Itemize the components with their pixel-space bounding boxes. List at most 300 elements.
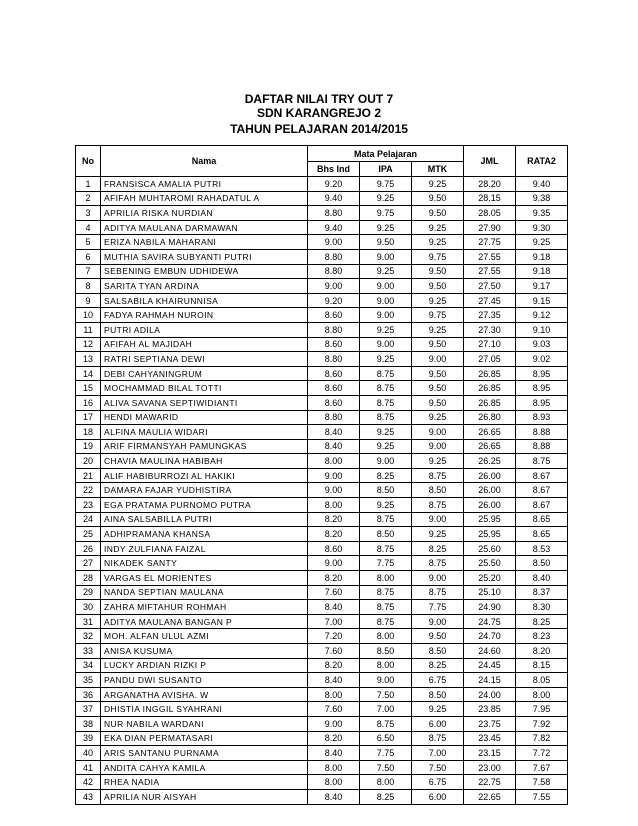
cell-rata2: 8.53 xyxy=(516,541,568,556)
cell-ipa: 8.75 xyxy=(360,512,412,527)
cell-no: 11 xyxy=(76,322,101,337)
cell-rata2: 9.02 xyxy=(516,352,568,367)
cell-nama: RHEA NADIA xyxy=(101,775,308,790)
cell-ipa: 9.00 xyxy=(360,673,412,688)
cell-mtk: 9.50 xyxy=(412,206,464,221)
cell-jml: 26.85 xyxy=(464,366,516,381)
table-row xyxy=(76,220,568,235)
cell-ipa: 8.00 xyxy=(360,775,412,790)
cell-no: 37 xyxy=(76,702,101,717)
cell-no: 12 xyxy=(76,337,101,352)
cell-nama: CHAVIA MAULINA HABIBAH xyxy=(101,454,308,469)
cell-jml: 24.00 xyxy=(464,687,516,702)
cell-rata2: 9.12 xyxy=(516,308,568,323)
cell-bhs-ind: 9.00 xyxy=(308,235,360,250)
table-row xyxy=(76,439,568,454)
cell-jml: 27.55 xyxy=(464,249,516,264)
cell-nama: MOH. ALFAN ULUL AZMI xyxy=(101,629,308,644)
cell-jml: 27.75 xyxy=(464,235,516,250)
cell-jml: 26.25 xyxy=(464,454,516,469)
cell-ipa: 6.50 xyxy=(360,731,412,746)
cell-nama: DAMARA FAJAR YUDHISTIRA xyxy=(101,483,308,498)
cell-no: 29 xyxy=(76,585,101,600)
cell-ipa: 9.25 xyxy=(360,352,412,367)
table-row xyxy=(76,206,568,221)
cell-mtk: 9.25 xyxy=(412,527,464,542)
cell-rata2: 8.67 xyxy=(516,498,568,513)
cell-rata2: 7.72 xyxy=(516,746,568,761)
cell-bhs-ind: 8.80 xyxy=(308,410,360,425)
cell-nama: INDY ZULFIANA FAIZAL xyxy=(101,541,308,556)
cell-jml: 27.30 xyxy=(464,322,516,337)
table-row xyxy=(76,468,568,483)
cell-no: 4 xyxy=(76,220,101,235)
cell-no: 32 xyxy=(76,629,101,644)
cell-no: 40 xyxy=(76,746,101,761)
cell-jml: 27.90 xyxy=(464,220,516,235)
cell-jml: 24.60 xyxy=(464,644,516,659)
cell-rata2: 8.65 xyxy=(516,527,568,542)
cell-mtk: 9.25 xyxy=(412,322,464,337)
cell-mtk: 6.75 xyxy=(412,673,464,688)
cell-rata2: 8.88 xyxy=(516,439,568,454)
cell-nama: HENDI MAWARID xyxy=(101,410,308,425)
cell-nama: ALIVA SAVANA SEPTIWIDIANTI xyxy=(101,395,308,410)
table-row xyxy=(76,571,568,586)
cell-rata2: 8.93 xyxy=(516,410,568,425)
cell-mtk: 9.00 xyxy=(412,425,464,440)
cell-bhs-ind: 8.60 xyxy=(308,366,360,381)
cell-jml: 23.85 xyxy=(464,702,516,717)
cell-mtk: 7.75 xyxy=(412,600,464,615)
table-row xyxy=(76,483,568,498)
cell-jml: 25.10 xyxy=(464,585,516,600)
cell-ipa: 9.25 xyxy=(360,425,412,440)
cell-no: 42 xyxy=(76,775,101,790)
cell-ipa: 9.00 xyxy=(360,308,412,323)
cell-ipa: 9.25 xyxy=(360,264,412,279)
cell-jml: 25.20 xyxy=(464,571,516,586)
cell-ipa: 9.00 xyxy=(360,293,412,308)
cell-rata2: 7.92 xyxy=(516,716,568,731)
col-header-no: No xyxy=(76,146,101,177)
table-row xyxy=(76,644,568,659)
table-row xyxy=(76,395,568,410)
cell-jml: 25.50 xyxy=(464,556,516,571)
cell-jml: 26.00 xyxy=(464,468,516,483)
table-row xyxy=(76,629,568,644)
cell-ipa: 8.75 xyxy=(360,395,412,410)
cell-nama: ADHIPRAMANA KHANSA xyxy=(101,527,308,542)
cell-rata2: 9.10 xyxy=(516,322,568,337)
cell-jml: 23.00 xyxy=(464,760,516,775)
table-row xyxy=(76,425,568,440)
cell-bhs-ind: 8.00 xyxy=(308,454,360,469)
cell-mtk: 6.00 xyxy=(412,789,464,804)
cell-ipa: 9.50 xyxy=(360,235,412,250)
cell-rata2: 9.17 xyxy=(516,279,568,294)
table-row xyxy=(76,760,568,775)
cell-ipa: 9.25 xyxy=(360,322,412,337)
cell-mtk: 9.00 xyxy=(412,439,464,454)
cell-jml: 27.55 xyxy=(464,264,516,279)
cell-no: 35 xyxy=(76,673,101,688)
cell-rata2: 8.05 xyxy=(516,673,568,688)
cell-nama: MUTHIA SAVIRA SUBYANTI PUTRI xyxy=(101,249,308,264)
table-row xyxy=(76,498,568,513)
cell-rata2: 8.95 xyxy=(516,381,568,396)
cell-bhs-ind: 8.40 xyxy=(308,439,360,454)
cell-no: 9 xyxy=(76,293,101,308)
table-row xyxy=(76,527,568,542)
cell-no: 18 xyxy=(76,425,101,440)
cell-mtk: 9.75 xyxy=(412,249,464,264)
cell-nama: ARIF FIRMANSYAH PAMUNGKAS xyxy=(101,439,308,454)
cell-no: 20 xyxy=(76,454,101,469)
cell-rata2: 9.38 xyxy=(516,191,568,206)
cell-nama: SALSABILA KHAIRUNNISA xyxy=(101,293,308,308)
cell-mtk: 6.00 xyxy=(412,716,464,731)
table-row xyxy=(76,454,568,469)
cell-mtk: 8.75 xyxy=(412,731,464,746)
cell-ipa: 9.00 xyxy=(360,249,412,264)
table-row xyxy=(76,600,568,615)
cell-jml: 27.50 xyxy=(464,279,516,294)
cell-mtk: 8.50 xyxy=(412,483,464,498)
cell-bhs-ind: 8.40 xyxy=(308,746,360,761)
cell-bhs-ind: 8.40 xyxy=(308,789,360,804)
cell-rata2: 8.15 xyxy=(516,658,568,673)
cell-nama: PUTRI ADILA xyxy=(101,322,308,337)
cell-ipa: 8.75 xyxy=(360,585,412,600)
cell-bhs-ind: 9.00 xyxy=(308,556,360,571)
cell-nama: EKA DIAN PERMATASARI xyxy=(101,731,308,746)
cell-mtk: 8.50 xyxy=(412,644,464,659)
cell-ipa: 9.00 xyxy=(360,454,412,469)
cell-nama: SARITA TYAN ARDINA xyxy=(101,279,308,294)
cell-jml: 26.00 xyxy=(464,498,516,513)
cell-rata2: 7.67 xyxy=(516,760,568,775)
table-row xyxy=(76,746,568,761)
cell-ipa: 9.00 xyxy=(360,337,412,352)
table-row xyxy=(76,235,568,250)
cell-nama: SEBENING EMBUN UDHIDEWA xyxy=(101,264,308,279)
cell-bhs-ind: 8.00 xyxy=(308,498,360,513)
table-row xyxy=(76,381,568,396)
cell-no: 2 xyxy=(76,191,101,206)
cell-jml: 28.15 xyxy=(464,191,516,206)
cell-jml: 27.35 xyxy=(464,308,516,323)
cell-no: 21 xyxy=(76,468,101,483)
cell-no: 34 xyxy=(76,658,101,673)
cell-jml: 25.95 xyxy=(464,527,516,542)
cell-jml: 24.45 xyxy=(464,658,516,673)
table-row xyxy=(76,322,568,337)
cell-mtk: 8.75 xyxy=(412,468,464,483)
cell-rata2: 8.95 xyxy=(516,395,568,410)
cell-rata2: 8.95 xyxy=(516,366,568,381)
school-name: SDN KARANGREJO 2 xyxy=(256,106,382,120)
table-row xyxy=(76,308,568,323)
cell-no: 14 xyxy=(76,366,101,381)
cell-no: 43 xyxy=(76,789,101,804)
table-row xyxy=(76,337,568,352)
cell-no: 31 xyxy=(76,614,101,629)
cell-rata2: 8.65 xyxy=(516,512,568,527)
cell-jml: 24.15 xyxy=(464,673,516,688)
cell-bhs-ind: 9.40 xyxy=(308,191,360,206)
cell-nama: NANDA SEPTIAN MAULANA xyxy=(101,585,308,600)
cell-ipa: 7.00 xyxy=(360,702,412,717)
cell-rata2: 8.25 xyxy=(516,614,568,629)
cell-jml: 26.00 xyxy=(464,483,516,498)
table-row xyxy=(76,279,568,294)
cell-no: 39 xyxy=(76,731,101,746)
cell-nama: AFIFAH AL MAJIDAH xyxy=(101,337,308,352)
cell-ipa: 8.75 xyxy=(360,541,412,556)
cell-mtk: 9.50 xyxy=(412,395,464,410)
cell-jml: 28.20 xyxy=(464,177,516,192)
cell-ipa: 8.75 xyxy=(360,600,412,615)
cell-nama: NIKADEK SANTY xyxy=(101,556,308,571)
cell-mtk: 8.75 xyxy=(412,498,464,513)
cell-bhs-ind: 9.20 xyxy=(308,177,360,192)
cell-rata2: 9.35 xyxy=(516,206,568,221)
col-header-ipa: IPA xyxy=(360,162,412,177)
cell-ipa: 8.75 xyxy=(360,410,412,425)
cell-mtk: 9.25 xyxy=(412,177,464,192)
cell-jml: 23.45 xyxy=(464,731,516,746)
cell-ipa: 8.75 xyxy=(360,614,412,629)
cell-no: 24 xyxy=(76,512,101,527)
cell-bhs-ind: 8.20 xyxy=(308,527,360,542)
cell-rata2: 9.18 xyxy=(516,264,568,279)
cell-no: 17 xyxy=(76,410,101,425)
cell-mtk: 9.50 xyxy=(412,337,464,352)
cell-mtk: 9.50 xyxy=(412,381,464,396)
cell-ipa: 7.75 xyxy=(360,746,412,761)
cell-nama: PANDU DWI SUSANTO xyxy=(101,673,308,688)
col-header-mtk: MTK xyxy=(412,162,464,177)
cell-rata2: 8.67 xyxy=(516,468,568,483)
cell-jml: 26.65 xyxy=(464,439,516,454)
cell-rata2: 7.82 xyxy=(516,731,568,746)
cell-nama: NUR NABILA WARDANI xyxy=(101,716,308,731)
cell-bhs-ind: 8.80 xyxy=(308,322,360,337)
scores-table xyxy=(75,145,568,805)
cell-mtk: 9.25 xyxy=(412,293,464,308)
cell-mtk: 9.00 xyxy=(412,571,464,586)
cell-no: 26 xyxy=(76,541,101,556)
cell-ipa: 7.50 xyxy=(360,687,412,702)
table-row xyxy=(76,191,568,206)
cell-no: 41 xyxy=(76,760,101,775)
cell-mtk: 9.50 xyxy=(412,264,464,279)
cell-mtk: 9.00 xyxy=(412,614,464,629)
cell-no: 38 xyxy=(76,716,101,731)
col-header-nama: Nama xyxy=(101,146,308,177)
cell-no: 5 xyxy=(76,235,101,250)
cell-ipa: 9.00 xyxy=(360,279,412,294)
cell-no: 27 xyxy=(76,556,101,571)
cell-bhs-ind: 8.00 xyxy=(308,687,360,702)
cell-nama: ANDITA CAHYA KAMILA xyxy=(101,760,308,775)
cell-bhs-ind: 8.20 xyxy=(308,571,360,586)
cell-jml: 28.05 xyxy=(464,206,516,221)
cell-ipa: 9.75 xyxy=(360,177,412,192)
cell-bhs-ind: 8.80 xyxy=(308,264,360,279)
cell-mtk: 9.25 xyxy=(412,454,464,469)
cell-bhs-ind: 8.20 xyxy=(308,731,360,746)
table-row xyxy=(76,177,568,192)
cell-bhs-ind: 8.60 xyxy=(308,337,360,352)
table-row xyxy=(76,410,568,425)
cell-no: 33 xyxy=(76,644,101,659)
cell-ipa: 9.25 xyxy=(360,220,412,235)
cell-mtk: 9.25 xyxy=(412,235,464,250)
cell-ipa: 8.75 xyxy=(360,381,412,396)
cell-bhs-ind: 7.20 xyxy=(308,629,360,644)
cell-jml: 22.75 xyxy=(464,775,516,790)
cell-nama: ALFINA MAULIA WIDARI xyxy=(101,425,308,440)
cell-rata2: 8.30 xyxy=(516,600,568,615)
cell-nama: ERIZA NABILA MAHARANI xyxy=(101,235,308,250)
document-title: DAFTAR NILAI TRY OUT 7 xyxy=(244,92,394,106)
cell-rata2: 7.95 xyxy=(516,702,568,717)
table-row xyxy=(76,775,568,790)
cell-ipa: 8.50 xyxy=(360,483,412,498)
cell-bhs-ind: 8.40 xyxy=(308,600,360,615)
cell-nama: DEBI CAHYANINGRUM xyxy=(101,366,308,381)
table-row xyxy=(76,789,568,804)
cell-mtk: 7.50 xyxy=(412,760,464,775)
cell-rata2: 8.75 xyxy=(516,454,568,469)
cell-bhs-ind: 8.60 xyxy=(308,308,360,323)
cell-jml: 27.05 xyxy=(464,352,516,367)
cell-ipa: 9.75 xyxy=(360,206,412,221)
cell-bhs-ind: 8.20 xyxy=(308,658,360,673)
cell-mtk: 8.75 xyxy=(412,585,464,600)
cell-nama: VARGAS EL MORIENTES xyxy=(101,571,308,586)
cell-nama: ARGANATHA AVISHA. W xyxy=(101,687,308,702)
cell-jml: 26.80 xyxy=(464,410,516,425)
cell-jml: 22.65 xyxy=(464,789,516,804)
cell-bhs-ind: 9.00 xyxy=(308,279,360,294)
cell-rata2: 9.18 xyxy=(516,249,568,264)
cell-jml: 23.15 xyxy=(464,746,516,761)
cell-bhs-ind: 7.00 xyxy=(308,614,360,629)
cell-mtk: 9.75 xyxy=(412,308,464,323)
cell-rata2: 9.30 xyxy=(516,220,568,235)
cell-bhs-ind: 8.40 xyxy=(308,425,360,440)
table-row xyxy=(76,731,568,746)
cell-mtk: 9.50 xyxy=(412,629,464,644)
cell-rata2: 8.40 xyxy=(516,571,568,586)
cell-mtk: 7.00 xyxy=(412,746,464,761)
cell-rata2: 8.67 xyxy=(516,483,568,498)
cell-bhs-ind: 7.60 xyxy=(308,644,360,659)
cell-rata2: 8.20 xyxy=(516,644,568,659)
cell-mtk: 9.50 xyxy=(412,191,464,206)
cell-jml: 26.65 xyxy=(464,425,516,440)
cell-bhs-ind: 9.40 xyxy=(308,220,360,235)
cell-nama: DHISTIA INGGIL SYAHRANI xyxy=(101,702,308,717)
cell-jml: 26.85 xyxy=(464,381,516,396)
cell-no: 30 xyxy=(76,600,101,615)
table-row xyxy=(76,687,568,702)
cell-nama: FADYA RAHMAH NUROIN xyxy=(101,308,308,323)
table-row xyxy=(76,716,568,731)
cell-no: 15 xyxy=(76,381,101,396)
cell-ipa: 8.00 xyxy=(360,629,412,644)
col-header-mata-pelajaran: Mata Pelajaran xyxy=(308,146,464,162)
cell-nama: ARIS SANTANU PURNAMA xyxy=(101,746,308,761)
cell-nama: ALIF HABIBURROZI AL HAKIKI xyxy=(101,468,308,483)
cell-bhs-ind: 9.00 xyxy=(308,483,360,498)
cell-nama: AINA SALSABILLA PUTRI xyxy=(101,512,308,527)
cell-no: 22 xyxy=(76,483,101,498)
table-row xyxy=(76,673,568,688)
cell-jml: 27.45 xyxy=(464,293,516,308)
cell-bhs-ind: 8.80 xyxy=(308,206,360,221)
cell-no: 23 xyxy=(76,498,101,513)
cell-nama: RATRI SEPTIANA DEWI xyxy=(101,352,308,367)
table-row xyxy=(76,541,568,556)
table-row xyxy=(76,702,568,717)
cell-rata2: 9.40 xyxy=(516,177,568,192)
table-row xyxy=(76,264,568,279)
cell-nama: ANISA KUSUMA xyxy=(101,644,308,659)
cell-bhs-ind: 7.60 xyxy=(308,702,360,717)
cell-ipa: 8.75 xyxy=(360,366,412,381)
cell-bhs-ind: 8.80 xyxy=(308,352,360,367)
cell-rata2: 9.15 xyxy=(516,293,568,308)
cell-bhs-ind: 9.00 xyxy=(308,716,360,731)
table-row xyxy=(76,512,568,527)
cell-rata2: 8.88 xyxy=(516,425,568,440)
cell-no: 28 xyxy=(76,571,101,586)
cell-mtk: 9.50 xyxy=(412,279,464,294)
cell-ipa: 8.00 xyxy=(360,658,412,673)
cell-ipa: 7.50 xyxy=(360,760,412,775)
cell-bhs-ind: 9.00 xyxy=(308,468,360,483)
cell-rata2: 7.58 xyxy=(516,775,568,790)
table-row xyxy=(76,585,568,600)
table-row xyxy=(76,293,568,308)
cell-mtk: 9.00 xyxy=(412,352,464,367)
cell-no: 7 xyxy=(76,264,101,279)
cell-jml: 26.85 xyxy=(464,395,516,410)
table-row xyxy=(76,556,568,571)
cell-ipa: 8.50 xyxy=(360,527,412,542)
table-row xyxy=(76,366,568,381)
cell-nama: ZAHRA MIFTAHUR ROHMAH xyxy=(101,600,308,615)
cell-mtk: 9.25 xyxy=(412,410,464,425)
cell-nama: APRILIA NUR AISYAH xyxy=(101,789,308,804)
cell-nama: LUCKY ARDIAN RIZKI P xyxy=(101,658,308,673)
cell-no: 25 xyxy=(76,527,101,542)
cell-no: 13 xyxy=(76,352,101,367)
table-row xyxy=(76,658,568,673)
cell-mtk: 9.25 xyxy=(412,702,464,717)
cell-mtk: 8.75 xyxy=(412,556,464,571)
cell-ipa: 8.75 xyxy=(360,716,412,731)
cell-bhs-ind: 8.40 xyxy=(308,673,360,688)
cell-nama: EGA PRATAMA PURNOMO PUTRA xyxy=(101,498,308,513)
cell-no: 19 xyxy=(76,439,101,454)
cell-rata2: 9.03 xyxy=(516,337,568,352)
table-row xyxy=(76,249,568,264)
